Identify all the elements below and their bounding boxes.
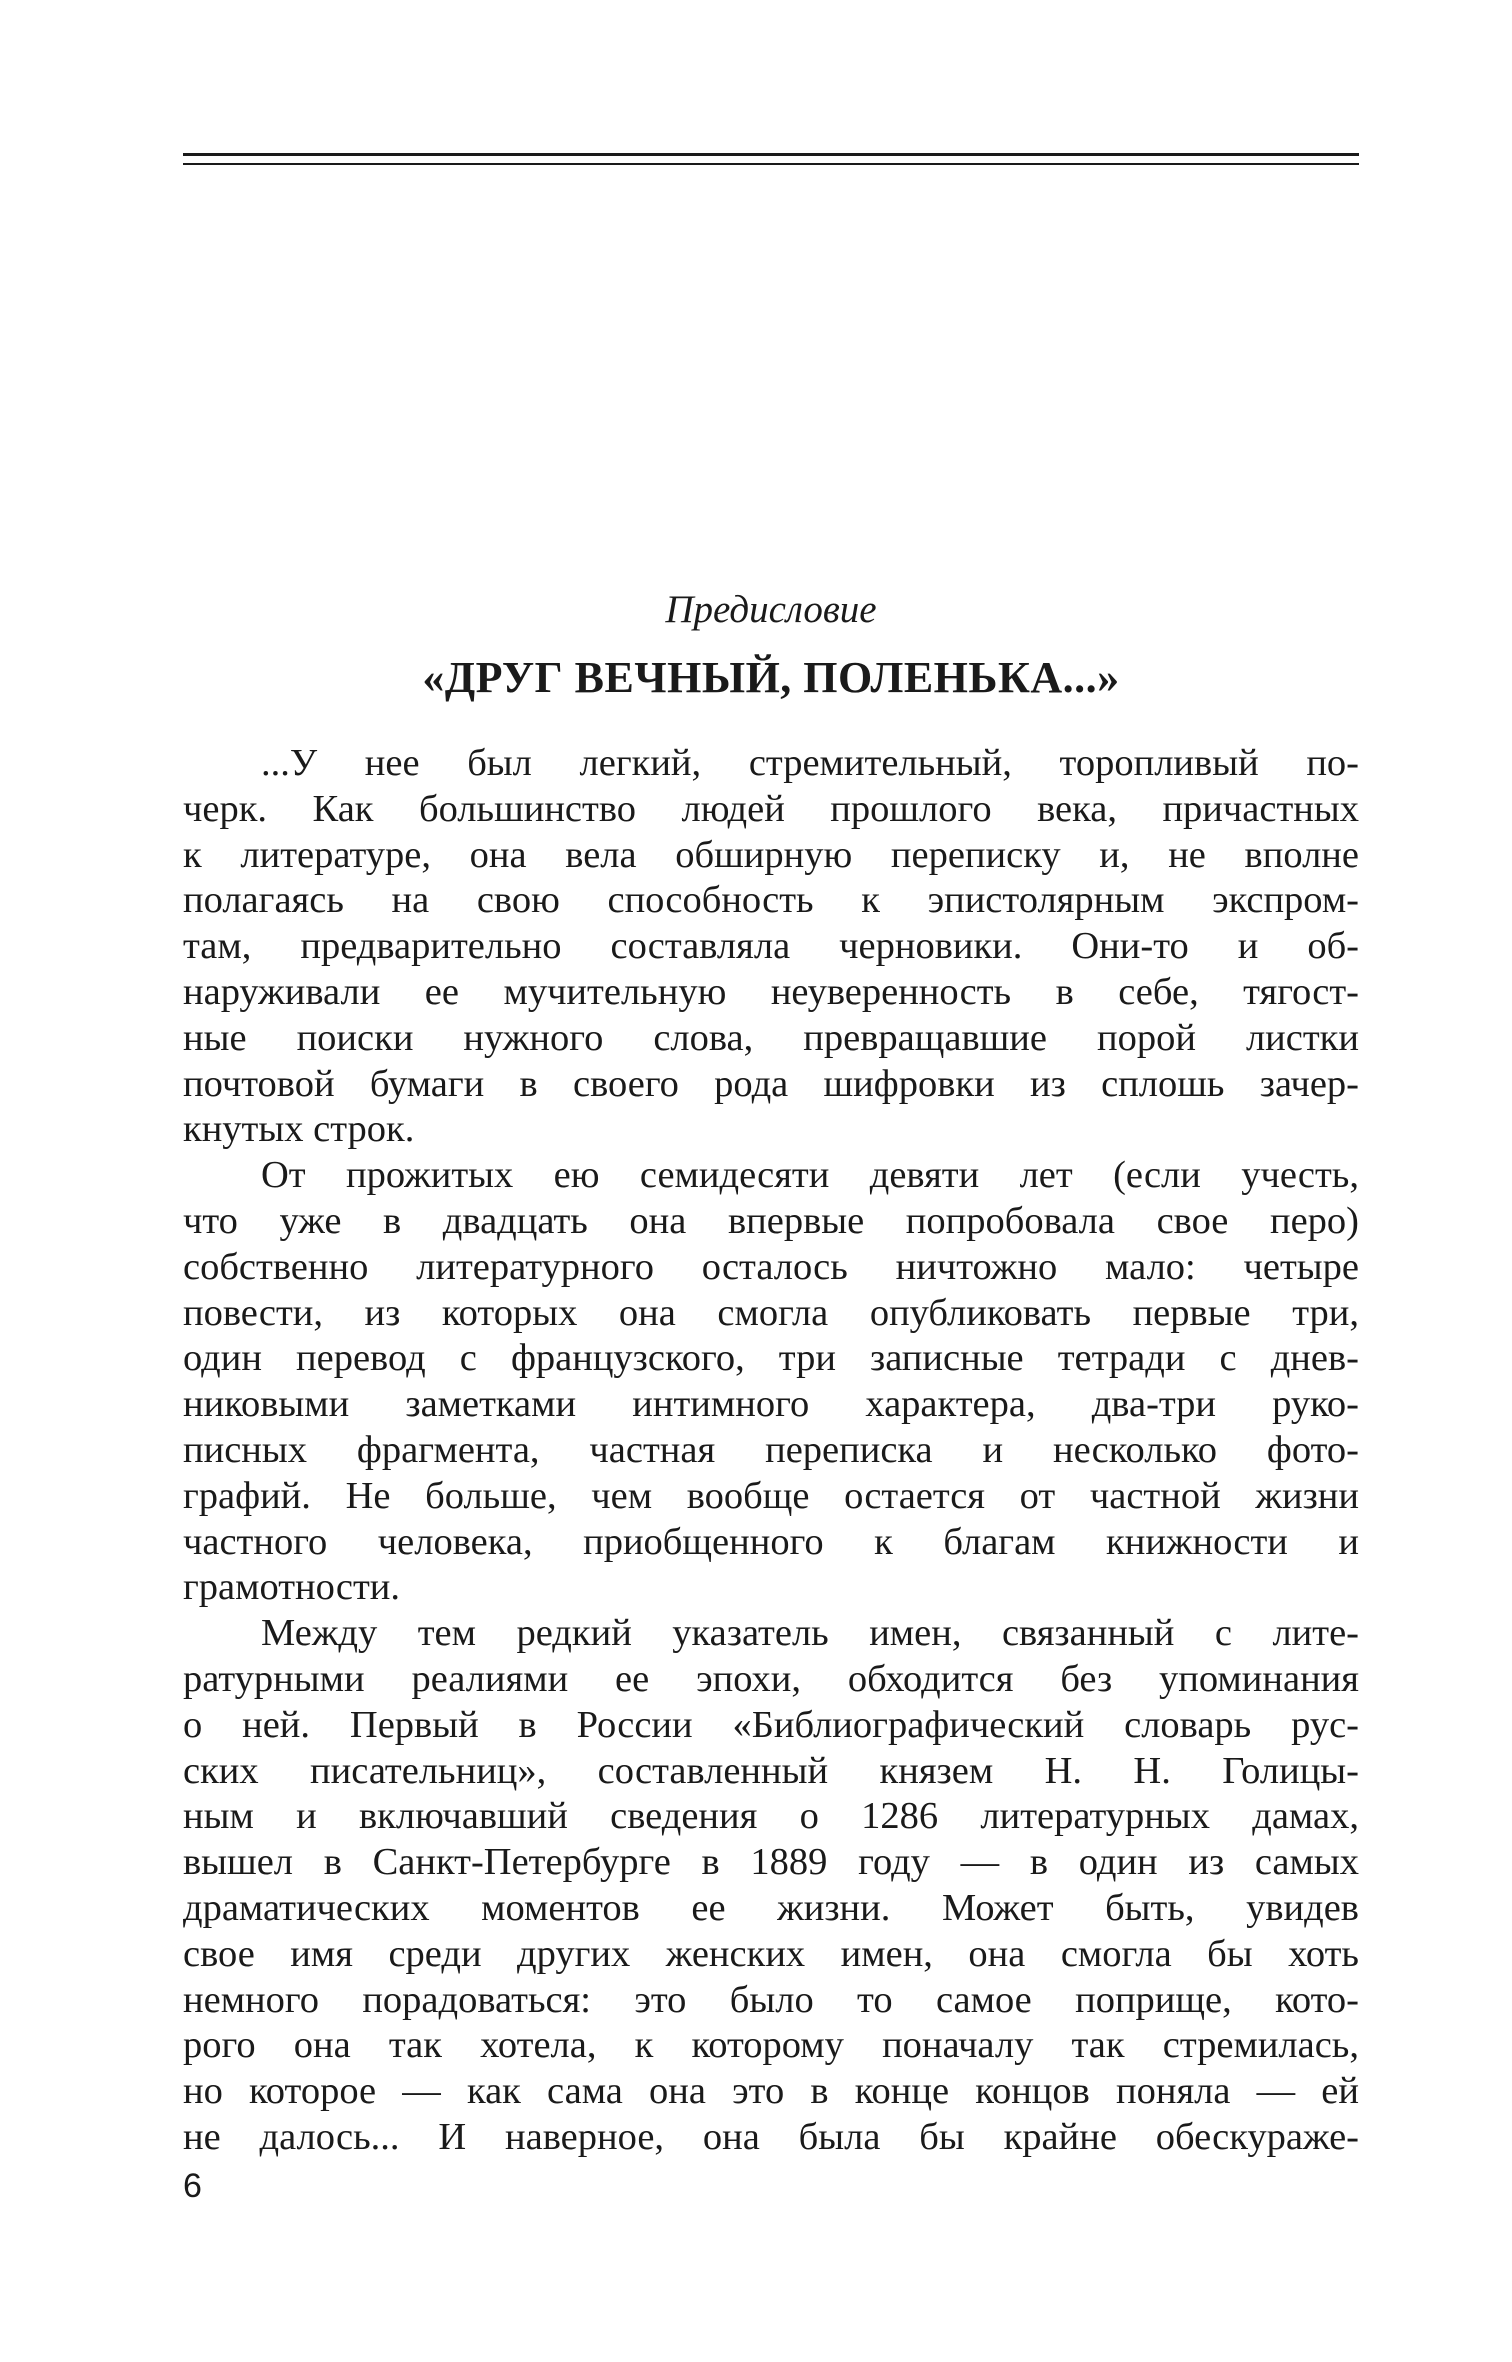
text-line: наруживали ее мучительную неуверенность в себе, тягост-	[183, 970, 1359, 1013]
section-label: Предисловие	[665, 588, 877, 631]
text-line: почтовой бумаги в своего рода шифровки из сплошь зачер-	[183, 1062, 1359, 1105]
text-line: никовыми заметками интимного характера, два-три руко-	[183, 1383, 1359, 1426]
text-line: свое имя среди других женских имен, она смогла бы хоть	[183, 1932, 1359, 1975]
text-line: вышел в Санкт-Петербурге в 1889 году — в один из самых	[183, 1841, 1359, 1884]
text-line: немного порадоваться: это было то самое поприще, кото-	[183, 1978, 1359, 2021]
text-line: грамотности.	[183, 1566, 401, 1609]
text-line: не далось... И наверное, она была бы крайне обескураже-	[183, 2115, 1359, 2158]
header-rule-thin	[183, 163, 1359, 165]
text-line: но которое — как сама она это в конце концов поняла — ей	[183, 2070, 1359, 2113]
text-line: ратурными реалиями ее эпохи, обходится без упоминания	[183, 1657, 1359, 1700]
text-line: ным и включавший сведения о 1286 литературных дамах,	[183, 1795, 1359, 1838]
text-line: повести, из которых она смогла опубликовать первые три,	[183, 1291, 1359, 1334]
text-line: к литературе, она вела обширную переписку и, не вполне	[183, 833, 1359, 876]
text-line: что уже в двадцать она впервые попробовала свое перо)	[183, 1199, 1359, 1242]
text-line: о ней. Первый в России «Библиографический словарь рус-	[183, 1703, 1359, 1746]
text-line: От прожитых ею семидесяти девяти лет (если учесть,	[261, 1154, 1359, 1197]
text-line: графий. Не больше, чем вообще остается от частной жизни	[183, 1474, 1359, 1517]
header-rule-thick	[183, 153, 1359, 156]
text-line: черк. Как большинство людей прошлого века, причастных	[183, 787, 1359, 830]
text-line: ских писательниц», составленный князем Н. Н. Голицы-	[183, 1749, 1359, 1792]
text-line: писных фрагмента, частная переписка и несколько фото-	[183, 1428, 1359, 1471]
text-line: драматических моментов ее жизни. Может быть, увидев	[183, 1886, 1359, 1929]
text-line: полагаясь на свою способность к эпистолярным экспром-	[183, 879, 1359, 922]
text-line: собственно литературного осталось ничтожно мало: четыре	[183, 1245, 1359, 1288]
text-line: частного человека, приобщенного к благам книжности и	[183, 1520, 1359, 1563]
text-line: кнутых строк.	[183, 1108, 415, 1151]
text-line: там, предварительно составляла черновики. Они-то и об-	[183, 925, 1359, 968]
body-text	[183, 741, 1359, 2161]
chapter-title: «ДРУГ ВЕЧНЫЙ, ПОЛЕНЬКА...»	[422, 653, 1120, 702]
text-line: ...У нее был легкий, стремительный, торопливый по-	[261, 742, 1359, 784]
text-line: Между тем редкий указатель имен, связанный с лите-	[261, 1612, 1359, 1655]
text-line: рого она так хотела, к которому поначалу так стремилась,	[183, 2024, 1359, 2067]
text-line: один перевод с французского, три записные тетради с днев-	[183, 1337, 1359, 1380]
text-line: ные поиски нужного слова, превращавшие порой листки	[183, 1016, 1359, 1059]
page-number: 6	[183, 2167, 202, 2205]
